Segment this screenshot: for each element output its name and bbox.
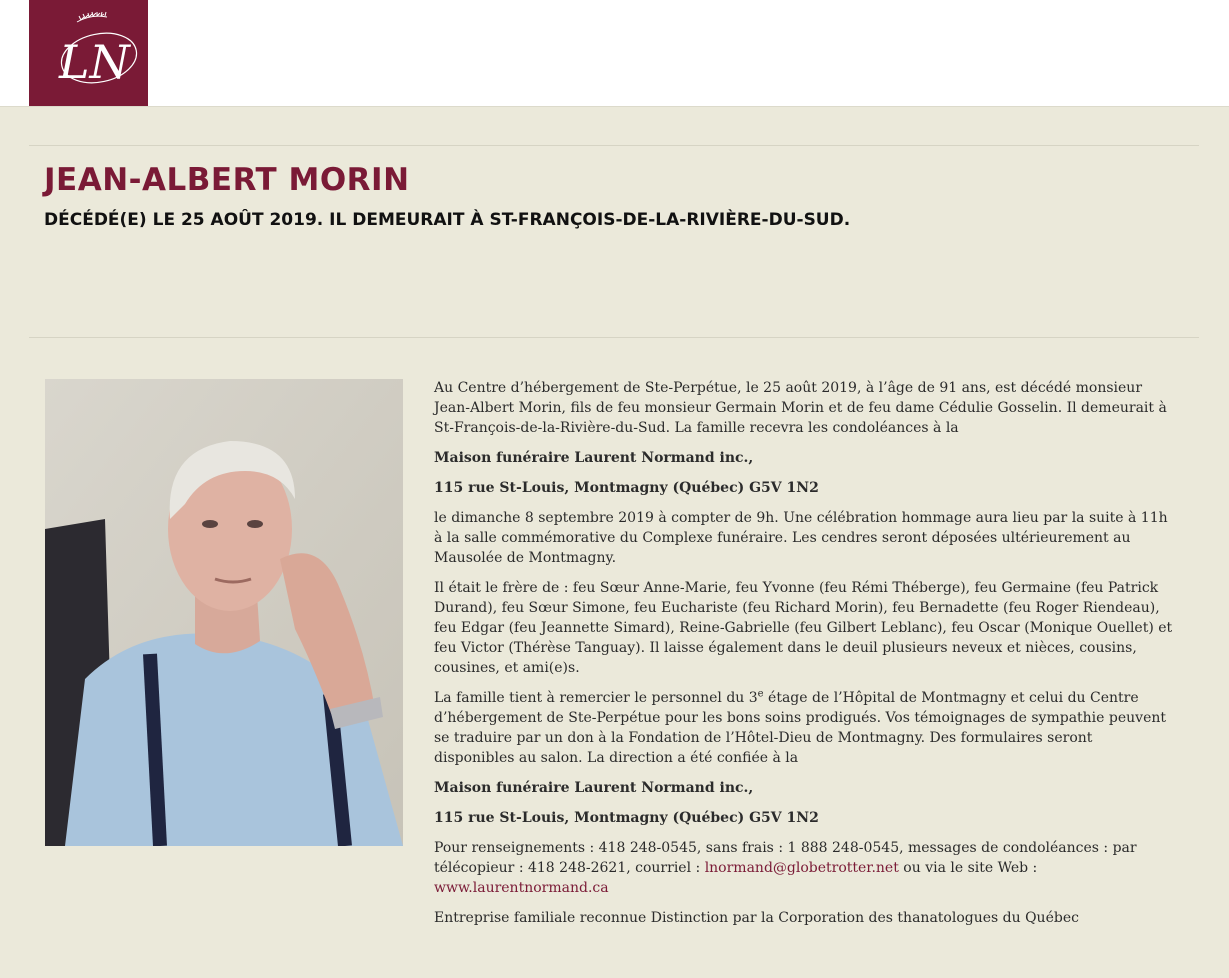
paragraph-thanks bbox=[434, 688, 1174, 768]
obituary-text bbox=[434, 378, 1174, 938]
site-logo[interactable] bbox=[29, 0, 148, 106]
logo-letters: LN bbox=[59, 35, 130, 89]
paragraph-contact bbox=[434, 838, 1174, 898]
funeral-home-name-2: Maison funéraire Laurent Normand inc., bbox=[434, 780, 754, 796]
site-header bbox=[0, 0, 1229, 107]
funeral-home-address: 115 rue St-Louis, Montmagny (Québec) G5V 1N2 bbox=[434, 480, 819, 496]
thanks-text-end: étage de l’Hôpital de Montmagny et celui du Centre d’hébergement de Ste-Perpétue pour les bons soins prodigués. Vos témoignages de sympathie peuvent se traduire par un don à la Fondation de l’Hôtel-Dieu de Montmagny. Des formulaires seront disponibles au salon. La direction a été confiée à la bbox=[434, 690, 1166, 766]
divider-top bbox=[29, 145, 1199, 146]
distinction-note: Entreprise familiale reconnue Distinction par la Corporation des thanatologues du Québec bbox=[434, 910, 1079, 926]
funeral-home-name: Maison funéraire Laurent Normand inc., bbox=[434, 450, 754, 466]
contact-text-start: Pour renseignements : 418 248-0545, sans frais : 1 888 248-0545, messages de condoléances : par télécopieur : 418 248-2621, courriel : bbox=[434, 840, 1137, 876]
wheat-icon bbox=[77, 12, 107, 22]
paragraph-visitation: le dimanche 8 septembre 2019 à compter de 9h. Une célébration hommage aura lieu par la suite à 11h à la salle commémorative du Complexe funéraire. Les cendres seront déposées ultérieurement au Mausolée de Montmagny. bbox=[434, 510, 1168, 566]
funeral-home-address-2: 115 rue St-Louis, Montmagny (Québec) G5V 1N2 bbox=[434, 810, 819, 826]
deceased-name: JEAN-ALBERT MORIN bbox=[44, 162, 410, 198]
logo-mark bbox=[29, 0, 148, 106]
divider-bottom bbox=[29, 337, 1199, 338]
contact-text-middle: ou via le site Web : bbox=[898, 860, 1038, 876]
death-notice-subtitle: DÉCÉDÉ(E) LE 25 AOÛT 2019. IL DEMEURAIT À ST-FRANÇOIS-DE-LA-RIVIÈRE-DU-SUD. bbox=[44, 210, 851, 230]
portrait-photo bbox=[45, 379, 403, 846]
ordinal-superscript: e bbox=[757, 688, 764, 700]
website-link[interactable]: www.laurentnormand.ca bbox=[434, 880, 609, 896]
thanks-text-start: La famille tient à remercier le personnel du 3 bbox=[434, 690, 758, 706]
paragraph-intro: Au Centre d’hébergement de Ste-Perpétue, le 25 août 2019, à l’âge de 91 ans, est décédé monsieur Jean-Albert Morin, fils de feu monsieur Germain Morin et de feu dame Cédulie Gosselin. Il demeurait à St-François-de-la-Rivière-du-Sud. La famille recevra les condoléances à la bbox=[434, 380, 1167, 436]
paragraph-family: Il était le frère de : feu Sœur Anne-Marie, feu Yvonne (feu Rémi Théberge), feu Germaine (feu Patrick Durand), feu Sœur Simone, feu Euchariste (feu Richard Morin), feu Bernadette (feu Roger Riendeau), feu Edgar (feu Jeannette Simard), Reine-Gabrielle (feu Gilbert Leblanc), feu Oscar (Monique Ouellet) et feu Victor (Thérèse Tanguay). Il laisse également dans le deuil plusieurs neveux et nièces, cousins, cousines, et ami(e)s. bbox=[434, 580, 1173, 676]
email-link[interactable]: lnormand@globetrotter.net bbox=[704, 860, 899, 876]
